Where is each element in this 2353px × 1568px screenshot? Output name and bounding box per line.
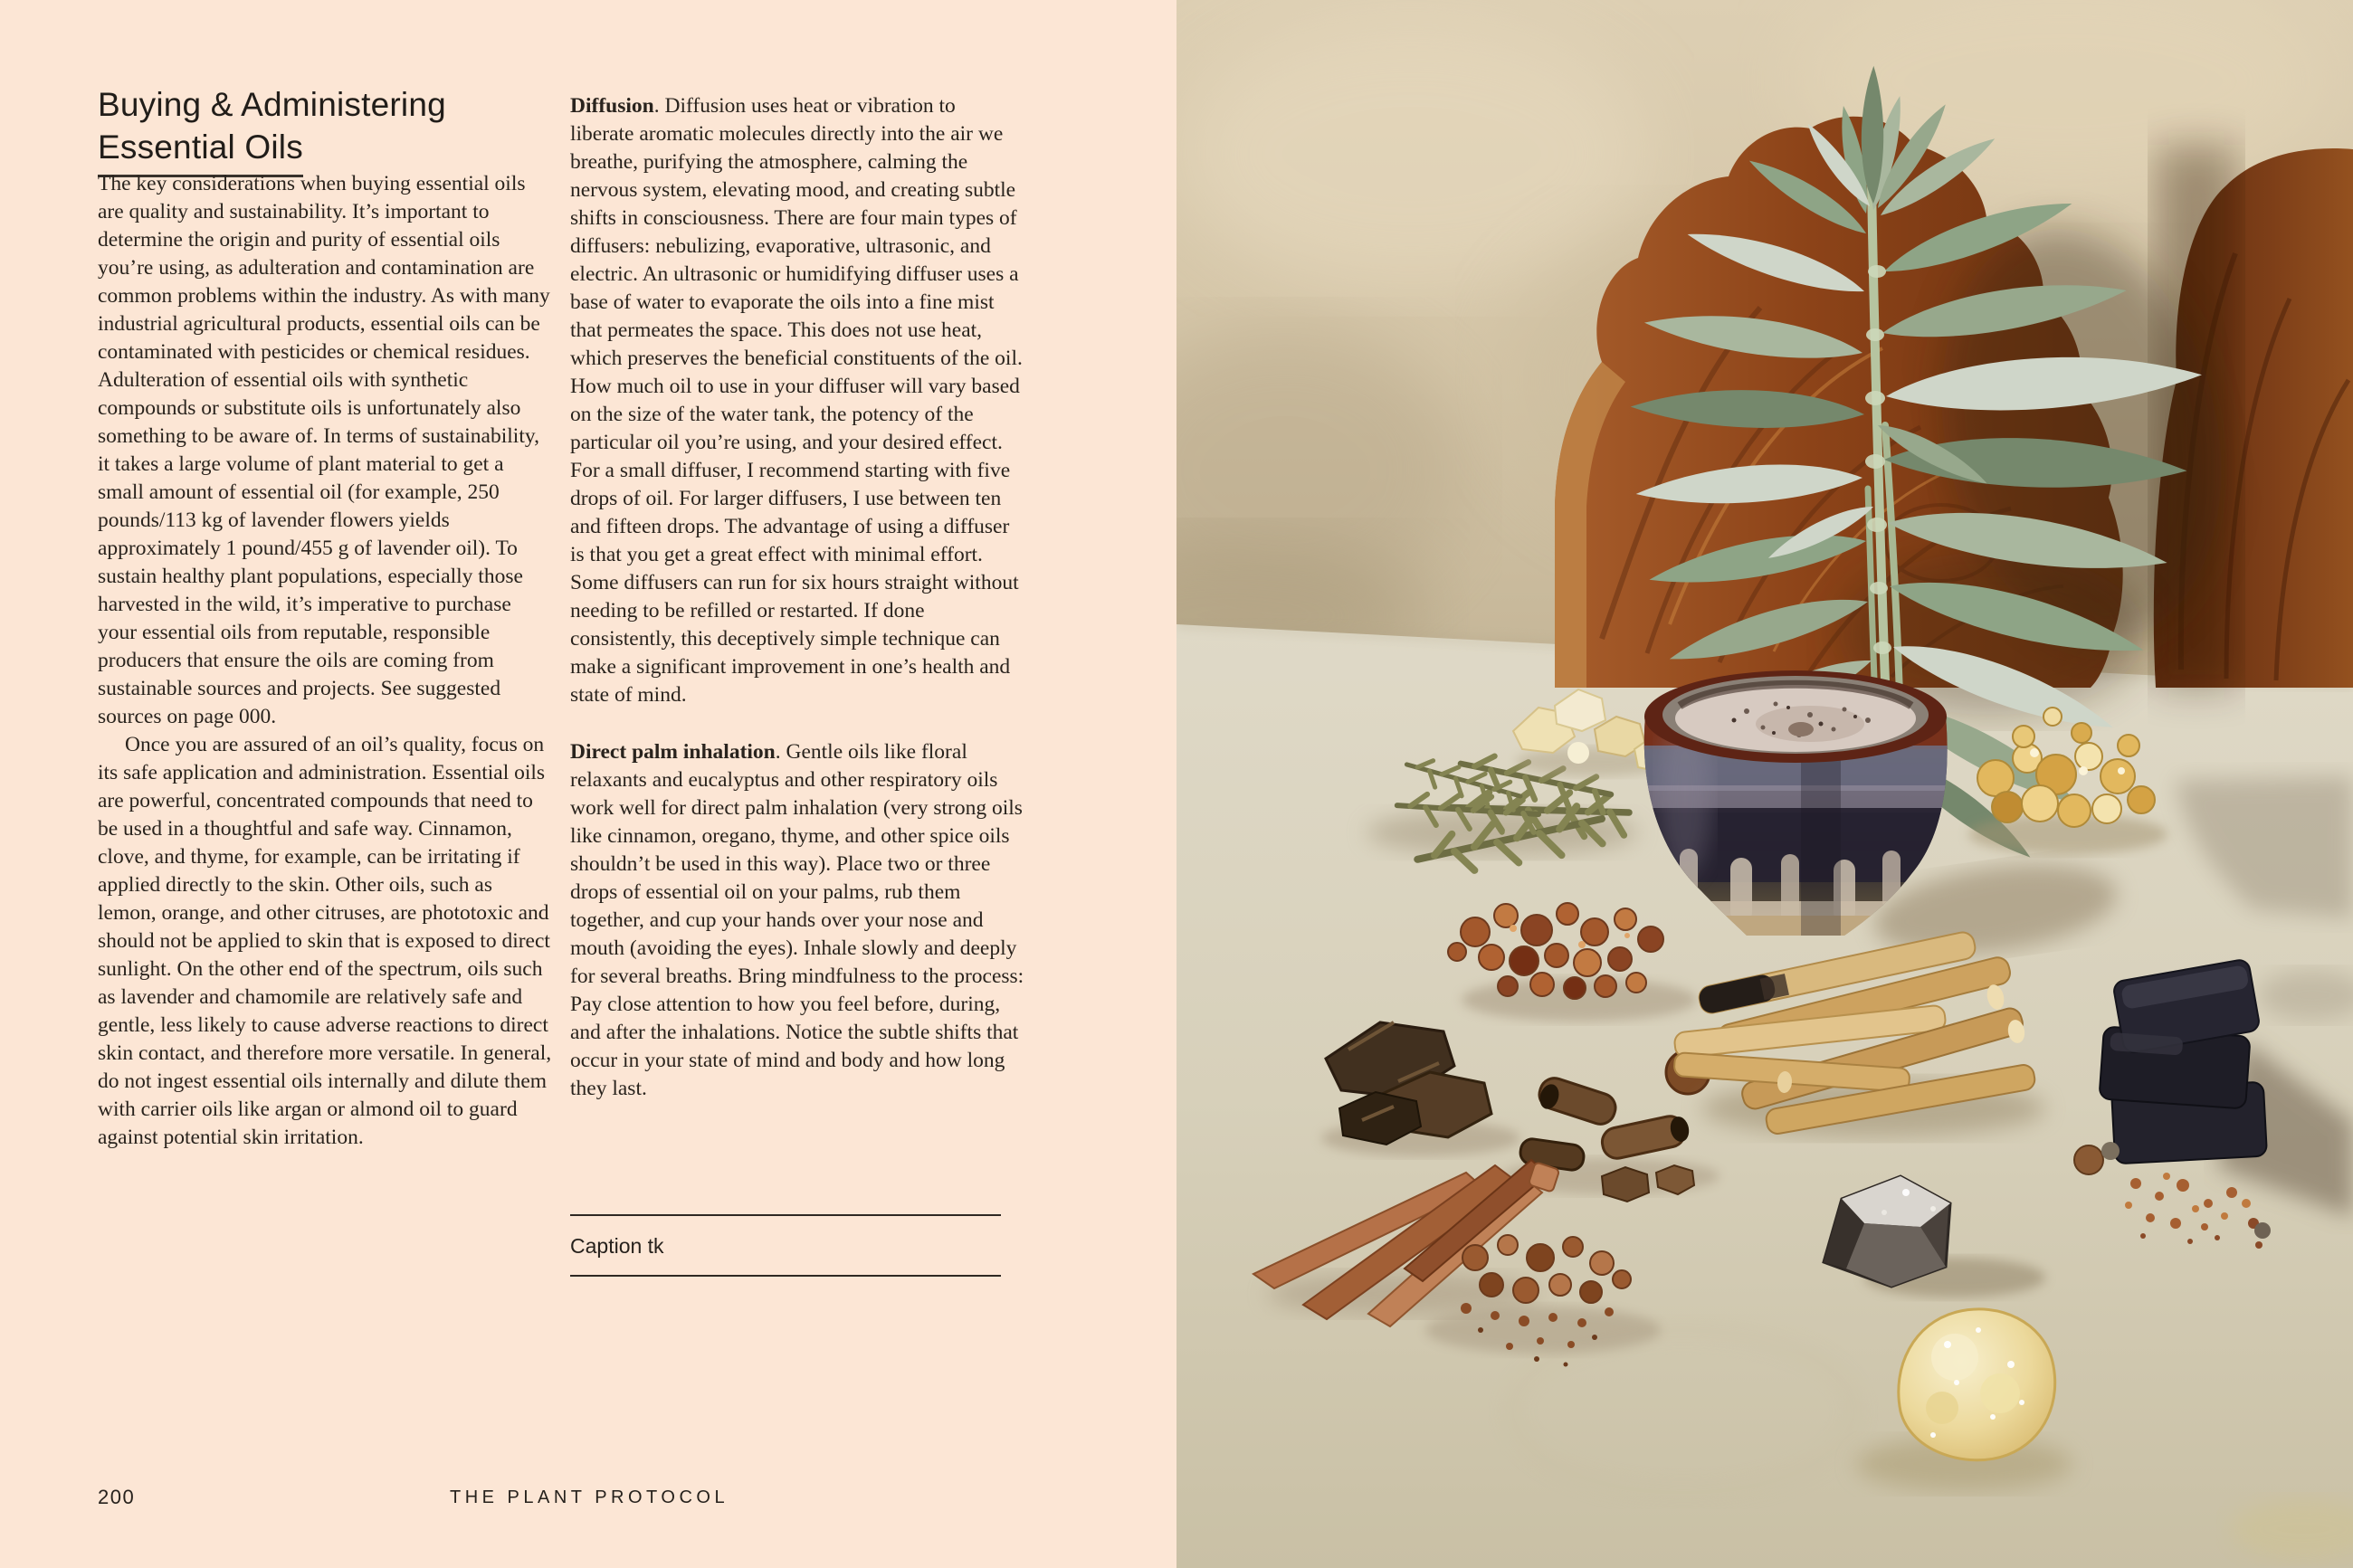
paragraph-diffusion	[570, 92, 1024, 709]
paragraph-palm-inhalation	[570, 738, 1024, 1103]
text-column-2	[570, 92, 1024, 1103]
paragraph-buying: The key considerations when buying essential oils are quality and sustainability. It’s important to determine the origin and purity of essential oils you’re using, as adulteration and contamination are common problems within the industry. As with many industrial agricultural products, essential oils can be contaminated with pesticides or chemical residues. Adulteration of essential oils with synthetic compounds or substitute oils is unfortunately also something to be aware of. In terms of sustainability, it takes a large volume of plant material to get a small amount of essential oil (for example, 250 pounds/113 kg of lavender flowers yields approximately 1 pound/455 g of lavender oil). To sustain healthy plant populations, especially those harvested in the wild, it’s imperative to purchase your essential oils from reputable, responsible producers that ensure the oils are coming from sustainable sources and projects. See suggested sources on page 000.	[98, 172, 550, 728]
page-title	[98, 83, 446, 177]
page-title-line2: Essential Oils	[98, 126, 303, 177]
page-title-line1: Buying & Administering	[98, 86, 446, 123]
palm-inhalation-body: . Gentle oils like floral relaxants and eucalyptus and other respiratory oils work well for direct palm inhalation (very strong oils like cinnamon, oregano, thyme, and other spice oils shouldn’t be used in this way). Place two or three drops of essential oil on your palms, rub them together, and cup your hands over your nose and mouth (avoiding the eyes). Inhale slowly and deeply for several breaths. Bring mindfulness to the process: Pay close attention to how you feel before, during, and after the inhalations. Notice the subtle shifts that occur in your state of mind and body and how long they last.	[570, 740, 1024, 1100]
running-head: THE PLANT PROTOCOL	[450, 1487, 729, 1507]
diffusion-body: . Diffusion uses heat or vibration to liberate aromatic molecules directly into the air we breathe, purifying the atmosphere, calming the nervous system, elevating mood, and creating subtle shifts in consciousness. There are four main types of diffusers: nebulizing, evaporative, ultrasonic, and electric. An ultrasonic or humidifying diffuser uses a base of water to evaporate the oils into a fine mist that permeates the space. This does not use heat, which preserves the beneficial constituents of the oil. How much oil to use in your diffuser will vary based on the size of the water tank, the potency of the particular oil you’re using, and your desired effect. For a small diffuser, I recommend starting with five drops of oil. For larger diffusers, I use between ten and fifteen drops. The advantage of using a diffuser is that you get a great effect with minimal effort. Some diffusers can run for six hours straight without needing to be refilled or restarted. If done consistently, this deceptively simple technique can make a significant improvement in one’s health and state of mind.	[570, 94, 1023, 707]
caption-placeholder: Caption tk	[570, 1234, 664, 1258]
diffusion-lead-in: Diffusion	[570, 94, 654, 118]
caption-block	[570, 1214, 1001, 1277]
text-column-1	[98, 170, 552, 1152]
page-number: 200	[98, 1486, 136, 1508]
bowl-powder	[1675, 684, 1916, 752]
still-life-photo	[1176, 0, 2353, 1568]
palm-inhalation-lead-in: Direct palm inhalation	[570, 740, 776, 764]
paragraph-safety: Once you are assured of an oil’s quality, focus on its safe application and administration. Essential oils are powerful, concentrated compounds that need to be used in a thoughtful and safe way. Cinnamon, clove, and thyme, for example, can be irritating if applied directly to the skin. Other oils, such as lemon, orange, and other citruses, are phototoxic and should not be applied to skin that is exposed to direct sunlight. On the other end of the spectrum, oils such as lavender and chamomile are relatively safe and gentle, less likely to cause adverse reactions to direct skin contact, and therefore more versatile. In general, do not ingest essential oils internally and dilute them with carrier oils like argan or almond oil to guard against potential skin irritation.	[98, 733, 552, 1149]
left-text-page	[0, 0, 1176, 1568]
